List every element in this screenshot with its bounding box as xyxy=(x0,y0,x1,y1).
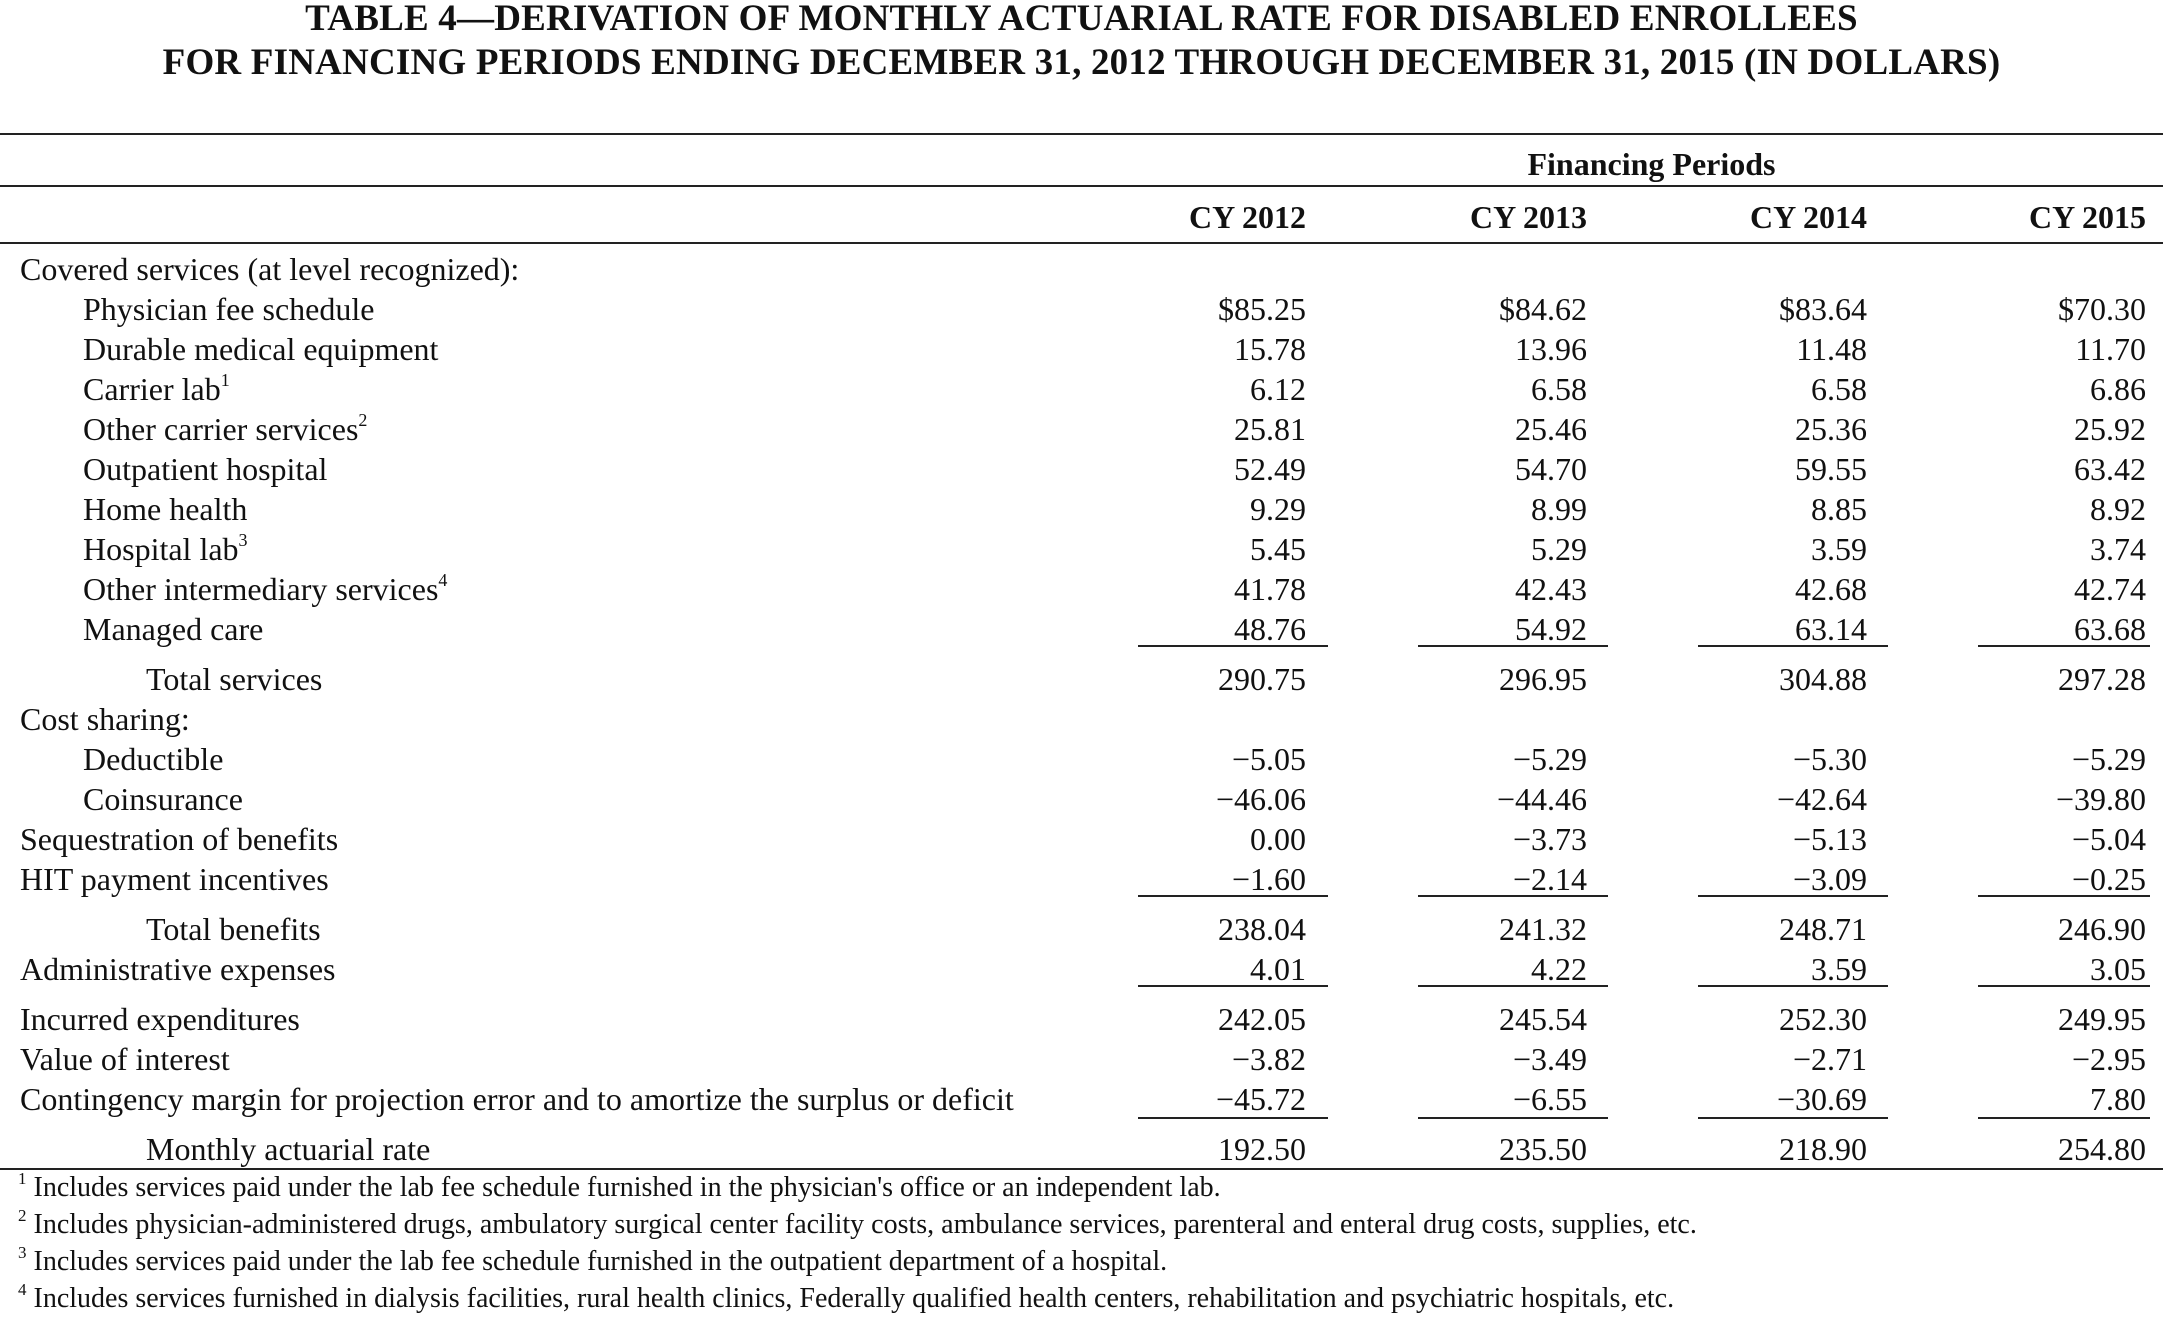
row-label xyxy=(83,739,223,779)
row-label xyxy=(83,369,230,409)
row-label-text: Carrier lab xyxy=(83,371,221,407)
cell-value: 4.01 xyxy=(1250,951,1306,987)
cell-value: $85.25 xyxy=(1218,291,1306,327)
cell-value: 3.59 xyxy=(1811,951,1867,987)
row-label xyxy=(20,859,329,899)
cell-value: 63.42 xyxy=(2074,451,2146,487)
spanner-rule xyxy=(0,185,2163,187)
row-label xyxy=(83,449,327,489)
footnote-number: 4 xyxy=(18,1280,27,1299)
cell-value: 42.68 xyxy=(1795,571,1867,607)
cell-value: −5.04 xyxy=(2071,821,2146,857)
table-row xyxy=(0,1079,2163,1119)
subtotal-rule xyxy=(1698,895,1888,897)
row-label xyxy=(20,1079,1014,1119)
row-label-text: Covered services (at level recognized): xyxy=(20,251,520,287)
cell-value: −5.05 xyxy=(1231,741,1306,777)
cell-value: −3.09 xyxy=(1792,861,1867,897)
cell-value: 11.48 xyxy=(1796,331,1867,367)
table-row xyxy=(0,859,2163,899)
footnote-number: 1 xyxy=(18,1169,27,1188)
cell-value: 59.55 xyxy=(1795,451,1867,487)
cell-value: 42.43 xyxy=(1515,571,1587,607)
row-label-text: Total services xyxy=(146,661,323,697)
cell-value: 8.99 xyxy=(1531,491,1587,527)
cell-value: 8.92 xyxy=(2090,491,2146,527)
cell-value: −45.72 xyxy=(1215,1081,1306,1117)
footnote-marker: 1 xyxy=(220,370,230,390)
table-row xyxy=(0,449,2163,489)
row-label-text: Total benefits xyxy=(146,911,321,947)
row-label xyxy=(83,609,263,649)
table-row xyxy=(0,779,2163,819)
cell-value: 241.32 xyxy=(1499,911,1587,947)
cell-value: 54.70 xyxy=(1515,451,1587,487)
table-row xyxy=(0,1039,2163,1079)
header-bottom-rule xyxy=(0,242,2163,244)
cell-value: 290.75 xyxy=(1218,661,1306,697)
row-label-text: Sequestration of benefits xyxy=(20,821,339,857)
cell-value: 3.74 xyxy=(2090,531,2146,567)
subtotal-rule xyxy=(1698,1117,1888,1119)
cell-value: 242.05 xyxy=(1218,1001,1306,1037)
table-row xyxy=(0,949,2163,989)
row-label-text: Incurred expenditures xyxy=(20,1001,300,1037)
subtotal-rule xyxy=(1978,985,2150,987)
cell-value: −0.25 xyxy=(2071,861,2146,897)
cell-value: 6.86 xyxy=(2090,371,2146,407)
cell-value: 3.05 xyxy=(2090,951,2146,987)
table-row xyxy=(0,909,2163,949)
subtotal-rule xyxy=(1418,1117,1608,1119)
subtotal-rule xyxy=(1418,645,1608,647)
table-row xyxy=(0,529,2163,569)
cell-value: 4.22 xyxy=(1531,951,1587,987)
row-label xyxy=(83,569,447,609)
cell-value: $83.64 xyxy=(1779,291,1867,327)
row-label-text: Coinsurance xyxy=(83,781,243,817)
table-row xyxy=(0,659,2163,699)
cell-value: 25.81 xyxy=(1234,411,1306,447)
cell-value: 6.12 xyxy=(1250,371,1306,407)
row-label-text: Other intermediary services xyxy=(83,571,439,607)
footnote-text: Includes physician-administered drugs, ambulatory surgical center facility costs, ambulance services, parenteral and enteral drug costs, supplies, etc. xyxy=(33,1209,1697,1240)
cell-value: −2.71 xyxy=(1792,1041,1867,1077)
cell-value: −3.73 xyxy=(1512,821,1587,857)
table-row xyxy=(0,609,2163,649)
footnote xyxy=(18,1281,1674,1317)
column-header-cy2013: CY 2013 xyxy=(1469,199,1587,235)
row-label-text: Cost sharing: xyxy=(20,701,190,737)
column-header-cy2015: CY 2015 xyxy=(2028,199,2146,235)
row-label xyxy=(20,999,300,1039)
financing-periods-spanner: Financing Periods xyxy=(1527,146,1776,182)
cell-value: $84.62 xyxy=(1499,291,1587,327)
cell-value: −39.80 xyxy=(2055,781,2146,817)
row-label-text: HIT payment incentives xyxy=(20,861,329,897)
footnote-number: 3 xyxy=(18,1243,27,1262)
column-header-cy2012: CY 2012 xyxy=(1188,199,1306,235)
row-label-text: Monthly actuarial rate xyxy=(146,1131,431,1167)
cell-value: $70.30 xyxy=(2058,291,2146,327)
footnote-text: Includes services paid under the lab fee schedule furnished in the outpatient department of a hospital. xyxy=(33,1246,1168,1277)
table-row xyxy=(0,819,2163,859)
cell-value: 0.00 xyxy=(1250,821,1306,857)
cell-value: 252.30 xyxy=(1779,1001,1867,1037)
cell-value: 63.14 xyxy=(1795,611,1867,647)
row-label-text: Home health xyxy=(83,491,248,527)
cell-value: −5.29 xyxy=(2071,741,2146,777)
subtotal-rule xyxy=(1138,985,1328,987)
cell-value: 8.85 xyxy=(1811,491,1867,527)
cell-value: −5.30 xyxy=(1792,741,1867,777)
cell-value: 245.54 xyxy=(1499,1001,1587,1037)
footnote-marker: 4 xyxy=(438,570,448,590)
cell-value: 25.92 xyxy=(2074,411,2146,447)
table-row xyxy=(0,999,2163,1039)
cell-value: 218.90 xyxy=(1779,1131,1867,1167)
cell-value: 48.76 xyxy=(1234,611,1306,647)
table-title-line-2: FOR FINANCING PERIODS ENDING DECEMBER 31, 2012 THROUGH DECEMBER 31, 2015 (IN DOLLARS) xyxy=(162,42,2001,83)
cell-value: 192.50 xyxy=(1218,1131,1306,1167)
cell-value: 297.28 xyxy=(2058,661,2146,697)
row-label-text: Contingency margin for projection error and to amortize the surplus or deficit xyxy=(20,1081,1014,1117)
row-label-text: Durable medical equipment xyxy=(83,331,439,367)
table-row xyxy=(0,699,2163,739)
row-label-text: Other carrier services xyxy=(83,411,359,447)
cell-value: −44.46 xyxy=(1496,781,1587,817)
cell-value: 9.29 xyxy=(1250,491,1306,527)
row-label xyxy=(20,249,519,289)
cell-value: 25.36 xyxy=(1795,411,1867,447)
cell-value: 13.96 xyxy=(1515,331,1587,367)
subtotal-rule xyxy=(1978,1117,2150,1119)
footnote xyxy=(18,1170,1221,1206)
footnote-marker: 2 xyxy=(358,410,368,430)
subtotal-rule xyxy=(1138,1117,1328,1119)
row-label xyxy=(83,409,367,449)
row-label-text: Deductible xyxy=(83,741,224,777)
subtotal-rule xyxy=(1138,895,1328,897)
cell-value: 5.29 xyxy=(1531,531,1587,567)
cell-value: −3.49 xyxy=(1512,1041,1587,1077)
cell-value: 41.78 xyxy=(1234,571,1306,607)
row-label xyxy=(20,699,190,739)
footnote xyxy=(18,1244,1167,1280)
subtotal-rule xyxy=(1978,645,2150,647)
cell-value: 246.90 xyxy=(2058,911,2146,947)
cell-value: 3.59 xyxy=(1811,531,1867,567)
cell-value: 304.88 xyxy=(1779,661,1867,697)
subtotal-rule xyxy=(1698,985,1888,987)
footnote xyxy=(18,1207,1697,1243)
footnote-text: Includes services furnished in dialysis facilities, rural health clinics, Federally qualified health centers, rehabilitation and psychiatric hospitals, etc. xyxy=(33,1283,1675,1314)
column-header-cy2014: CY 2014 xyxy=(1749,199,1867,235)
row-label xyxy=(146,1129,430,1169)
cell-value: −2.95 xyxy=(2071,1041,2146,1077)
cell-value: 25.46 xyxy=(1515,411,1587,447)
cell-value: 52.49 xyxy=(1234,451,1306,487)
cell-value: 6.58 xyxy=(1811,371,1867,407)
cell-value: −3.82 xyxy=(1231,1041,1306,1077)
cell-value: 5.45 xyxy=(1250,531,1306,567)
cell-value: 6.58 xyxy=(1531,371,1587,407)
subtotal-rule xyxy=(1698,645,1888,647)
cell-value: 63.68 xyxy=(2074,611,2146,647)
cell-value: 296.95 xyxy=(1499,661,1587,697)
cell-value: −6.55 xyxy=(1512,1081,1587,1117)
table-row xyxy=(0,249,2163,289)
row-label-text: Hospital lab xyxy=(83,531,239,567)
cell-value: 235.50 xyxy=(1499,1131,1587,1167)
cell-value: −5.13 xyxy=(1792,821,1867,857)
row-label-text: Administrative expenses xyxy=(20,951,336,987)
cell-value: 54.92 xyxy=(1515,611,1587,647)
cell-value: 254.80 xyxy=(2058,1131,2146,1167)
subtotal-rule xyxy=(1138,645,1328,647)
cell-value: −42.64 xyxy=(1776,781,1867,817)
row-label xyxy=(20,949,335,989)
cell-value: −1.60 xyxy=(1231,861,1306,897)
footnote-text: Includes services paid under the lab fee schedule furnished in the physician's office or an independent lab. xyxy=(33,1172,1221,1203)
cell-value: 15.78 xyxy=(1234,331,1306,367)
row-label xyxy=(146,909,321,949)
table-row xyxy=(0,409,2163,449)
table-row xyxy=(0,329,2163,369)
row-label xyxy=(146,659,322,699)
table-row xyxy=(0,289,2163,329)
table-row xyxy=(0,369,2163,409)
table-row xyxy=(0,489,2163,529)
row-label xyxy=(83,779,243,819)
cell-value: 11.70 xyxy=(2075,331,2146,367)
footnote-number: 2 xyxy=(18,1206,27,1225)
row-label-text: Physician fee schedule xyxy=(83,291,375,327)
row-label-text: Value of interest xyxy=(20,1041,230,1077)
row-label-text: Outpatient hospital xyxy=(83,451,328,487)
table-title-line-1: TABLE 4—DERIVATION OF MONTHLY ACTUARIAL RATE FOR DISABLED ENROLLEES xyxy=(305,0,1858,39)
row-label xyxy=(83,289,374,329)
row-label xyxy=(83,489,247,529)
subtotal-rule xyxy=(1418,985,1608,987)
cell-value: 7.80 xyxy=(2090,1081,2146,1117)
table-top-rule xyxy=(0,133,2163,135)
cell-value: 238.04 xyxy=(1218,911,1306,947)
cell-value: −2.14 xyxy=(1512,861,1587,897)
footnote-marker: 3 xyxy=(238,530,248,550)
row-label xyxy=(20,819,338,859)
cell-value: −46.06 xyxy=(1215,781,1306,817)
subtotal-rule xyxy=(1978,895,2150,897)
cell-value: 248.71 xyxy=(1779,911,1867,947)
row-label xyxy=(20,1039,230,1079)
table-row xyxy=(0,569,2163,609)
cell-value: −30.69 xyxy=(1776,1081,1867,1117)
row-label xyxy=(83,329,438,369)
row-label-text: Managed care xyxy=(83,611,264,647)
table-row xyxy=(0,739,2163,779)
subtotal-rule xyxy=(1418,895,1608,897)
row-label xyxy=(83,529,248,569)
cell-value: −5.29 xyxy=(1512,741,1587,777)
cell-value: 249.95 xyxy=(2058,1001,2146,1037)
table-row xyxy=(0,1129,2163,1169)
cell-value: 42.74 xyxy=(2074,571,2146,607)
